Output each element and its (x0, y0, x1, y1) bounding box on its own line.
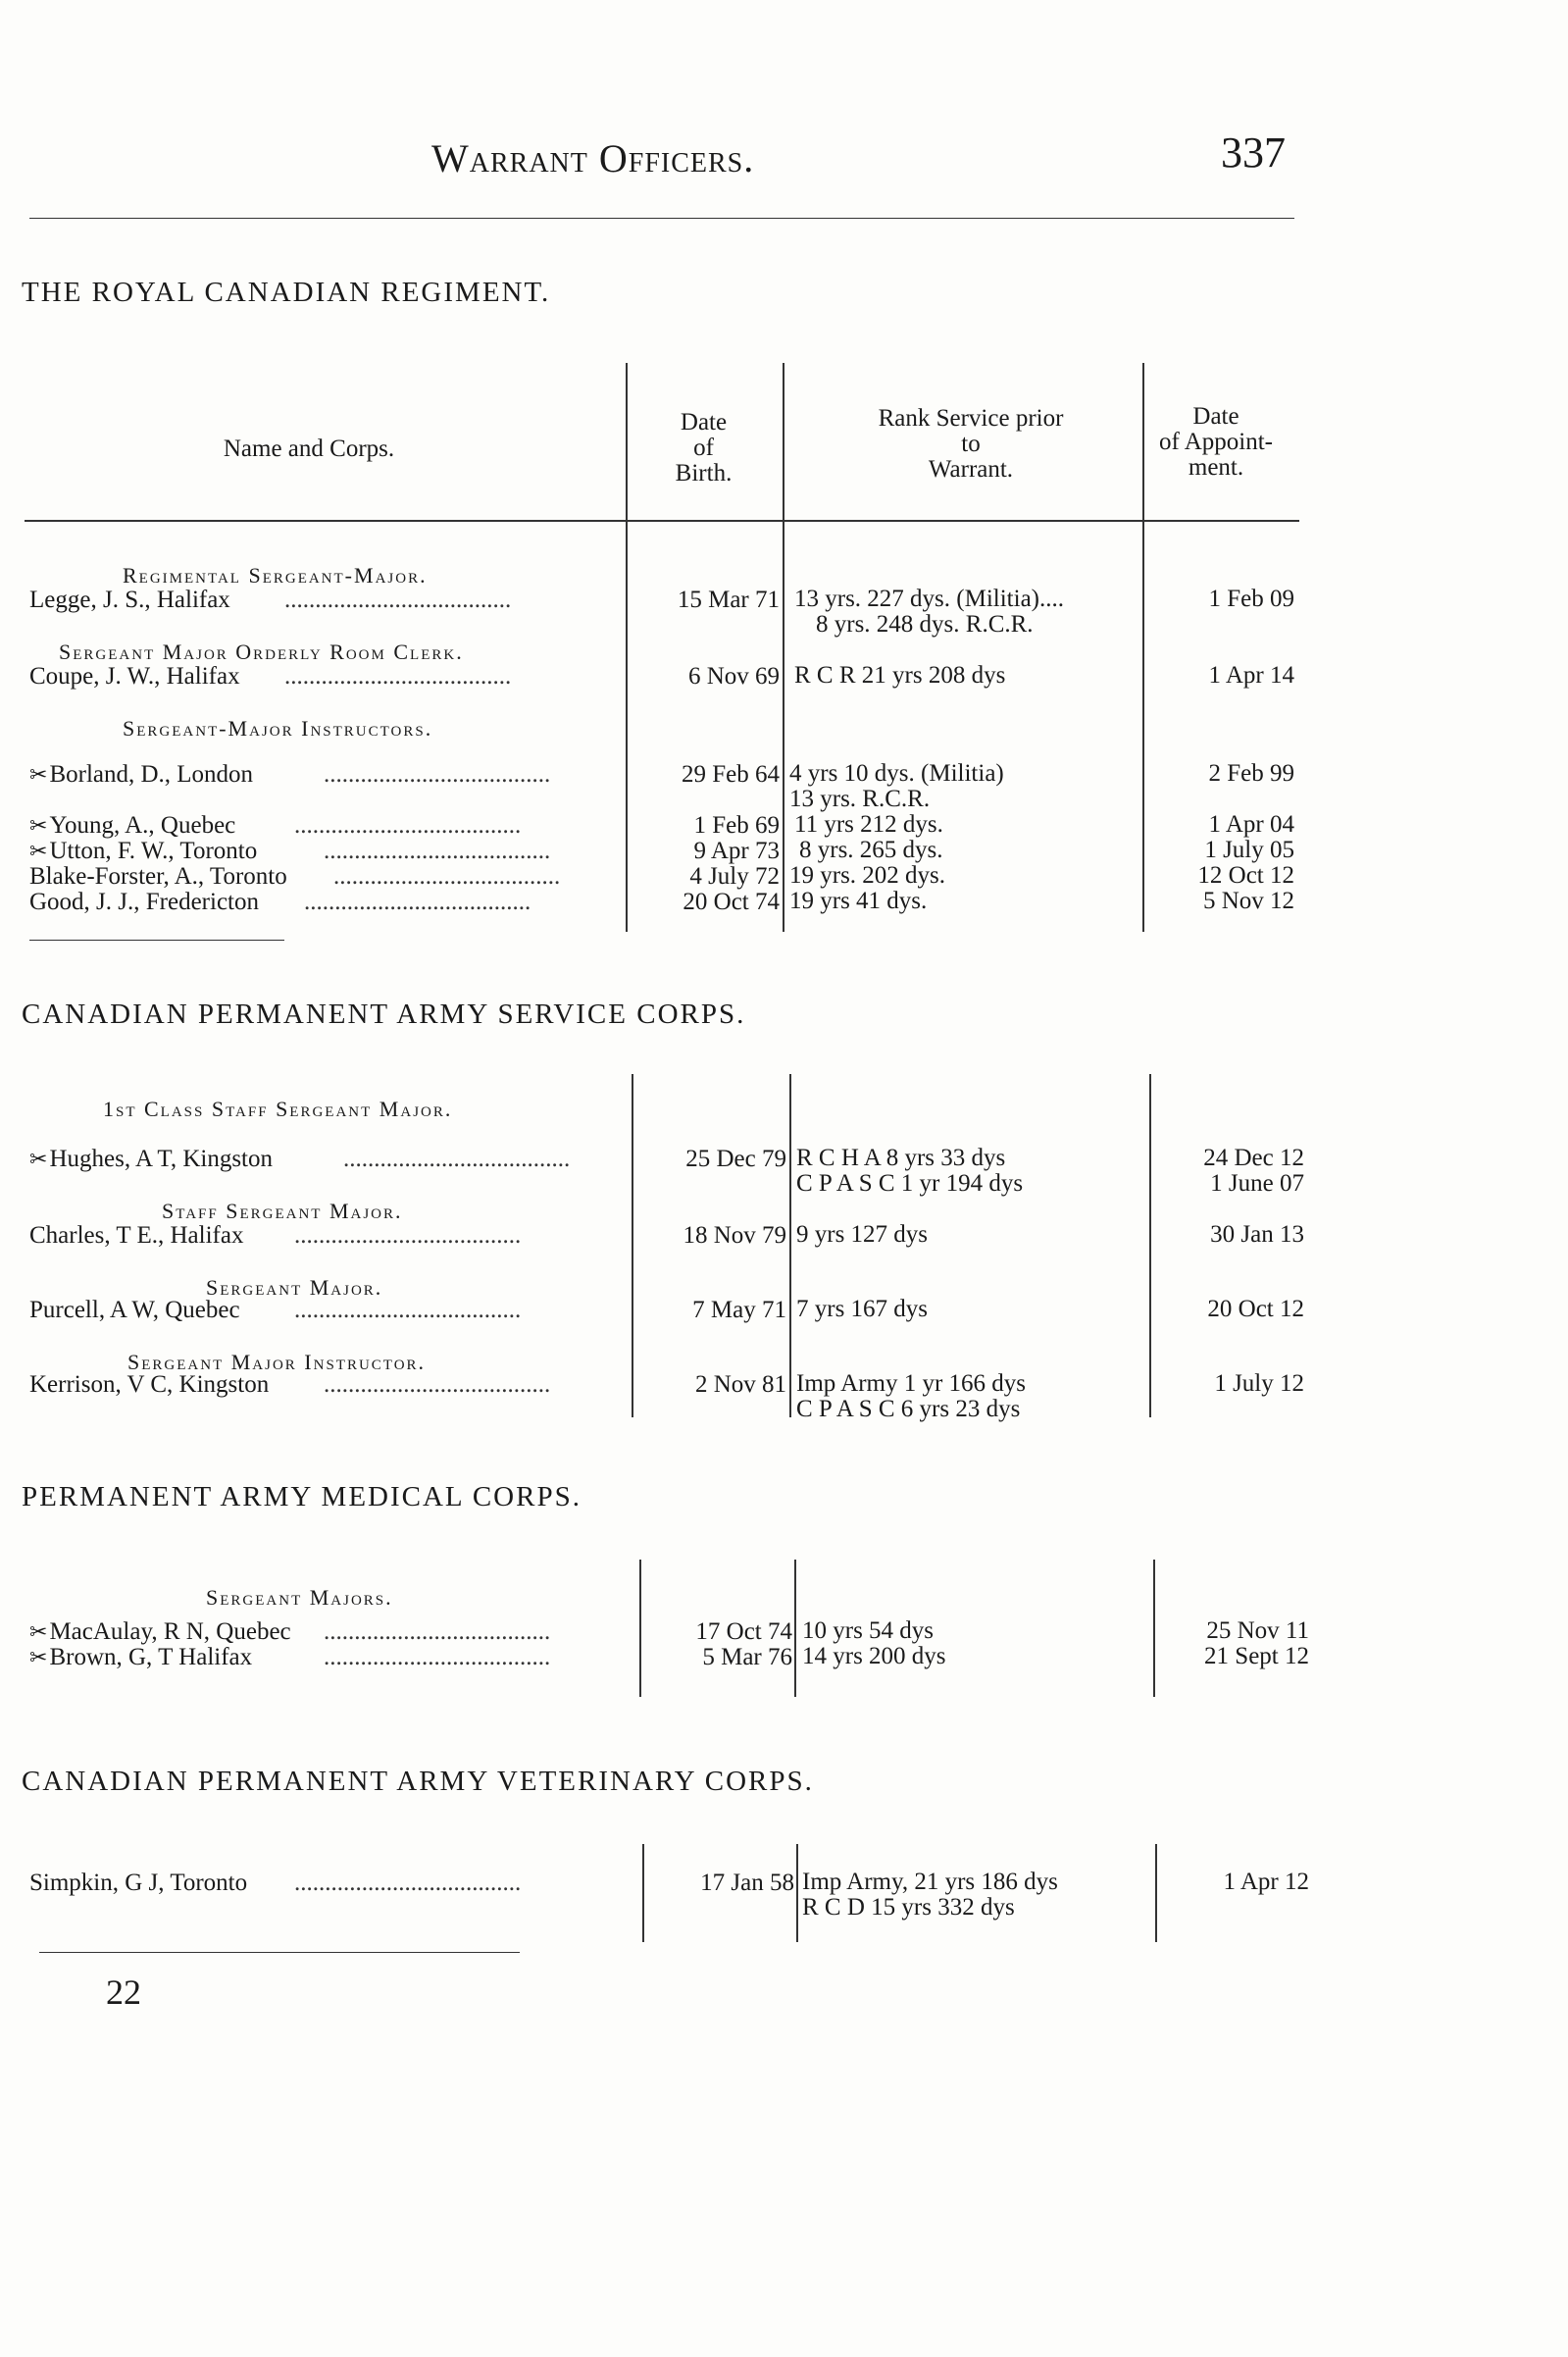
appointment-date: 25 Nov 11 (1206, 1617, 1309, 1644)
subheading: Sergeant-Major Instructors. (123, 716, 433, 741)
service-line: 4 yrs 10 dys. (Militia) (789, 760, 1004, 787)
service-line: R C H A 8 yrs 33 dys (796, 1145, 1006, 1171)
birth-date: 20 Oct 74 (683, 889, 780, 915)
subheading: Sergeant Major. (206, 1275, 383, 1300)
scissors-icon: ✂ (29, 762, 48, 787)
appointment-date: 12 Oct 12 (1197, 862, 1294, 889)
service-line: C P A S C 6 yrs 23 dys (796, 1396, 1021, 1422)
section-title-rcr: THE ROYAL CANADIAN REGIMENT. (22, 277, 551, 308)
table-row (0, 1297, 1568, 1326)
service-line: C P A S C 1 yr 194 dys (796, 1170, 1024, 1197)
service-line: 13 yrs. R.C.R. (789, 786, 931, 812)
dot-leader: ..................................... (294, 1297, 522, 1323)
appointment-date: 1 July 05 (1204, 837, 1294, 863)
section-title-medical-corps: PERMANENT ARMY MEDICAL CORPS. (22, 1481, 582, 1512)
dot-leader: ..................................... (324, 1644, 551, 1670)
officer-name: Legge, J. S., Halifax (29, 587, 230, 613)
scissors-icon: ✂ (29, 1147, 48, 1171)
service-line: 7 yrs 167 dys (796, 1296, 929, 1322)
birth-date: 7 May 71 (692, 1297, 786, 1323)
appointment-date: 5 Nov 12 (1202, 888, 1294, 914)
table-row (0, 1370, 1568, 1422)
service-line: 10 yrs 54 dys (802, 1617, 935, 1644)
service-line: Imp Army 1 yr 166 dys (796, 1370, 1027, 1397)
officer-name: Purcell, A W, Quebec (29, 1297, 240, 1323)
service-record (789, 863, 945, 889)
service-line: 13 yrs. 227 dys. (Militia).... (794, 586, 1064, 612)
dot-leader: ..................................... (324, 1371, 551, 1398)
birth-date: 2 Nov 81 (694, 1371, 786, 1398)
officer-name-text: Young, A., Quebec (49, 812, 236, 839)
appointment-date: 30 Jan 13 (1210, 1221, 1304, 1248)
service-record (796, 1371, 1026, 1422)
birth-date: 17 Oct 74 (695, 1618, 792, 1645)
col-header-appt-line1: Date (1192, 403, 1239, 430)
dot-leader: ..................................... (333, 863, 561, 890)
scissors-icon: ✂ (29, 813, 48, 838)
service-line: Imp Army, 21 yrs 186 dys (802, 1869, 1058, 1895)
col-header-service-line1: Rank Service prior (878, 405, 1064, 432)
subheading: 1st Class Staff Sergeant Major. (103, 1097, 453, 1121)
officer-name: Simpkin, G J, Toronto (29, 1870, 248, 1896)
dot-leader: ..................................... (284, 663, 512, 690)
service-line: 9 yrs 127 dys (796, 1221, 929, 1248)
dot-leader: ..................................... (324, 1618, 551, 1645)
officer-name-text: Hughes, A T, Kingston (49, 1146, 274, 1172)
appointment-date: 21 Sept 12 (1204, 1643, 1309, 1669)
officer-name-text: Borland, D., London (49, 761, 254, 788)
service-record (802, 1618, 934, 1644)
appointment-line: 24 Dec 12 (1203, 1145, 1304, 1171)
table-header-rule (25, 520, 1299, 522)
officer-name: Charles, T E., Halifax (29, 1222, 244, 1249)
birth-date: 25 Dec 79 (685, 1146, 786, 1172)
dot-leader: ..................................... (324, 761, 551, 788)
service-record (796, 1146, 1023, 1197)
service-line: 19 yrs. 202 dys. (789, 862, 946, 889)
birth-date: 29 Feb 64 (682, 761, 780, 788)
appointment-line: 1 June 07 (1210, 1170, 1304, 1197)
service-line: 11 yrs 212 dys. (794, 811, 943, 838)
birth-date: 5 Mar 76 (702, 1644, 792, 1670)
service-record (796, 1297, 928, 1322)
officer-name (29, 1618, 291, 1646)
page-header (0, 128, 1568, 186)
service-record (802, 1870, 1058, 1921)
officer-name (29, 1146, 273, 1173)
service-record (796, 1222, 928, 1248)
dot-leader: ..................................... (343, 1146, 571, 1172)
subheading: Sergeant Majors. (206, 1585, 393, 1610)
birth-date: 15 Mar 71 (677, 587, 780, 613)
officer-name: Blake-Forster, A., Toronto (29, 863, 287, 890)
appointment-date: 1 Apr 04 (1208, 811, 1294, 838)
officer-name-text: Utton, F. W., Toronto (49, 838, 258, 864)
table-row (0, 663, 1568, 692)
officer-name: Coupe, J. W., Halifax (29, 663, 240, 690)
service-record (794, 663, 1005, 689)
col-header-service-line2: to (961, 431, 981, 457)
appointment-date: 1 July 12 (1214, 1370, 1304, 1397)
service-record (794, 587, 1064, 638)
dot-leader: ..................................... (294, 1870, 522, 1896)
service-record (794, 812, 943, 838)
officer-name-text: MacAulay, R N, Quebec (49, 1618, 291, 1645)
appointment-date (1152, 1146, 1304, 1197)
subheading: Sergeant Major Orderly Room Clerk. (59, 640, 464, 664)
col-header-appointment (1142, 404, 1290, 481)
officer-name (29, 1644, 252, 1671)
birth-date: 17 Jan 58 (700, 1870, 794, 1896)
service-record (789, 889, 927, 914)
birth-date: 4 July 72 (689, 863, 780, 890)
col-header-birth-line2: of (693, 435, 714, 461)
birth-date: 18 Nov 79 (683, 1222, 786, 1249)
section-title-service-corps: CANADIAN PERMANENT ARMY SERVICE CORPS. (22, 999, 746, 1030)
table-row (0, 889, 1568, 918)
birth-date: 6 Nov 69 (687, 663, 780, 690)
section-end-rule (39, 1952, 520, 1953)
dot-leader: ..................................... (324, 838, 551, 864)
dot-leader: ..................................... (294, 812, 522, 839)
birth-date: 1 Feb 69 (693, 812, 780, 839)
appointment-date: 1 Apr 12 (1223, 1869, 1309, 1895)
dot-leader: ..................................... (304, 889, 531, 915)
service-line: 8 yrs. 265 dys. (799, 837, 943, 863)
appointment-date (1147, 761, 1294, 787)
page-number: 337 (1221, 128, 1286, 177)
scissors-icon: ✂ (29, 1645, 48, 1669)
appointment-date: 1 Apr 14 (1208, 662, 1294, 689)
running-title: Warrant Officers. (431, 136, 755, 180)
col-header-service-line3: Warrant. (928, 456, 1014, 483)
table-row (0, 760, 1568, 812)
scissors-icon: ✂ (29, 839, 48, 863)
subheading: Staff Sergeant Major. (162, 1199, 403, 1223)
table-row (0, 1145, 1568, 1197)
officer-name (29, 761, 253, 789)
service-line: 19 yrs 41 dys. (789, 888, 928, 914)
col-header-name: Name and Corps. (223, 436, 395, 462)
section-title-veterinary-corps: CANADIAN PERMANENT ARMY VETERINARY CORPS. (22, 1766, 814, 1797)
dot-leader: ..................................... (284, 587, 512, 613)
scissors-icon: ✂ (29, 1619, 48, 1644)
officer-name (29, 812, 235, 840)
service-record (789, 761, 1004, 812)
table-row (0, 1222, 1568, 1252)
table-row (0, 586, 1568, 638)
col-header-birth-line3: Birth. (675, 460, 733, 487)
col-header-appt-line2: of Appoint- (1159, 429, 1273, 455)
officer-name: Kerrison, V C, Kingston (29, 1371, 270, 1398)
birth-date: 9 Apr 73 (693, 838, 780, 864)
subheading: Regimental Sergeant-Major. (123, 563, 428, 588)
service-line: 8 yrs. 248 dys. R.C.R. (816, 611, 1034, 638)
service-line: 14 yrs 200 dys (802, 1643, 946, 1669)
appointment-line: 2 Feb 99 (1208, 760, 1294, 787)
col-header-birth-line1: Date (680, 409, 728, 436)
service-record (799, 838, 943, 863)
officer-name-text: Brown, G, T Halifax (49, 1644, 253, 1670)
col-header-birth (642, 410, 765, 487)
service-line: R C R 21 yrs 208 dys (794, 662, 1006, 689)
signature-mark: 22 (106, 1973, 141, 2012)
table-row (0, 1644, 1568, 1673)
dot-leader: ..................................... (294, 1222, 522, 1249)
officer-name (29, 838, 257, 865)
appointment-date: 1 Feb 09 (1208, 586, 1294, 612)
appointment-date: 20 Oct 12 (1207, 1296, 1304, 1322)
service-record (802, 1644, 946, 1669)
col-header-service (834, 406, 1108, 483)
service-line: R C D 15 yrs 332 dys (802, 1894, 1015, 1921)
officer-name: Good, J. J., Fredericton (29, 889, 259, 915)
section-end-rule (29, 940, 284, 941)
subheading: Sergeant Major Instructor. (127, 1350, 427, 1374)
col-header-appt-line3: ment. (1188, 454, 1244, 481)
header-rule (29, 218, 1294, 219)
table-row (0, 1869, 1568, 1921)
